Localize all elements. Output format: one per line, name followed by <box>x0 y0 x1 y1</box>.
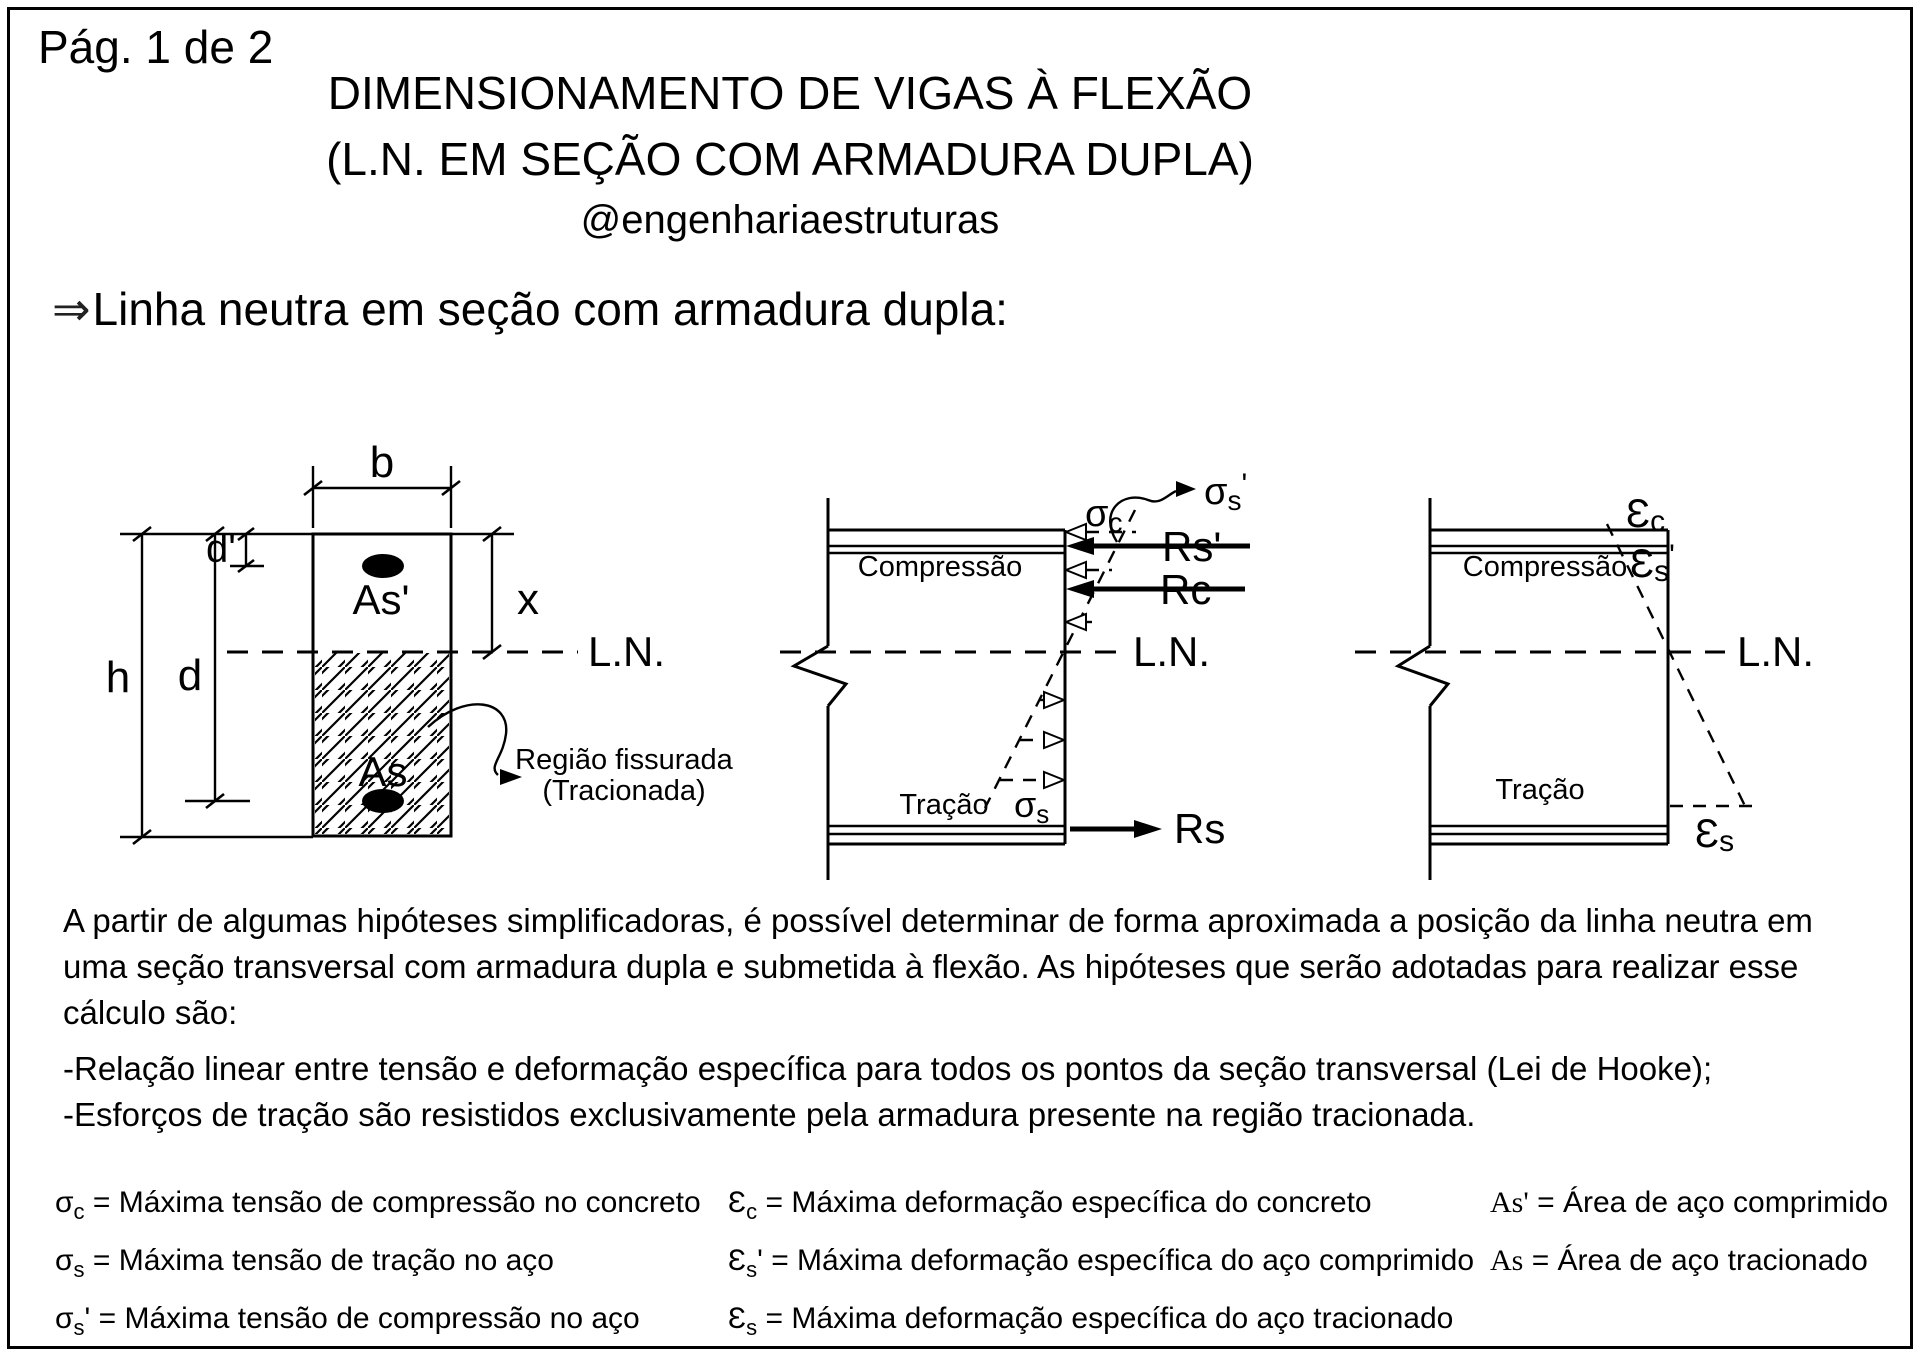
dim-h-label: h <box>105 653 131 702</box>
hypothesis-item: -Esforços de tração são resistidos exclusivamente pela armadura presente na região tracionada. <box>63 1096 1476 1133</box>
diagram-band <box>0 350 1920 910</box>
sigma-s-prime-label: σs' <box>1204 468 1248 516</box>
rs-label: Rs <box>1174 805 1226 852</box>
tension-stress-arrows <box>1000 692 1064 788</box>
implies-arrow-icon: ⇒ <box>52 283 91 335</box>
dim-d-label: d <box>177 651 203 700</box>
compression-label: Compressão <box>857 551 1023 583</box>
dim-x <box>451 527 514 659</box>
section-heading <box>52 282 1008 336</box>
section-heading-text: Linha neutra em seção com armadura dupla: <box>92 283 1008 335</box>
paragraph-line: A partir de algumas hipóteses simplificadoras, é possível determinar de forma aproximada a posição da linha neutra em <box>63 902 1813 939</box>
strain-diagram <box>1355 492 1814 880</box>
hypothesis-item: -Relação linear entre tensão e deformação específica para todos os pontos da seção transversal (Lei de Hooke); <box>63 1050 1713 1087</box>
neutral-axis-label: L.N. <box>1737 628 1815 675</box>
rs-prime-label: Rs' <box>1162 523 1222 570</box>
legend-entry: $\sigma_c$ = Máxima tensão de compressão no concreto <box>55 1186 701 1224</box>
stress-diagram <box>780 468 1250 880</box>
intro-paragraph <box>63 898 1873 1036</box>
cross-section-diagram <box>106 438 734 844</box>
author-handle: @engenhariaestruturas <box>580 198 1000 242</box>
rebar-bottom-label: As <box>358 748 408 795</box>
rc-arrowhead <box>1066 580 1094 598</box>
rebar-top-label: As' <box>352 576 410 623</box>
hypotheses-list <box>63 1046 1873 1138</box>
eps-s-prime-label: Ɛs' <box>1630 539 1675 588</box>
break-symbol <box>794 646 846 706</box>
neutral-axis-label: L.N. <box>588 628 666 675</box>
cracked-region-label-1: Região fissurada <box>515 744 733 776</box>
dim-x-label: x <box>517 575 539 624</box>
rebar-top <box>362 554 404 578</box>
rs-arrowhead <box>1134 820 1162 838</box>
rs-prime-arrowhead <box>1066 537 1094 555</box>
tension-label: Tração <box>1495 774 1585 806</box>
dim-d-prime-label: d' <box>206 527 236 571</box>
sigma-s-prime-arrowhead <box>1176 481 1196 497</box>
dim-h <box>120 527 313 844</box>
eps-s-label: Ɛs <box>1695 812 1735 858</box>
legend-entry: $Ɛ_s$ = Máxima deformação específica do aço tracionado <box>728 1302 1454 1340</box>
sigma-c-label: σc <box>1085 493 1123 538</box>
doc-subtitle: (L.N. EM SEÇÃO COM ARMADURA DUPLA) <box>326 133 1254 185</box>
legend-entry: $\sigma_s'$ = Máxima tensão de compressão no aço <box>55 1302 640 1340</box>
paragraph-line: uma seção transversal com armadura dupla e submetida à flexão. As hipóteses que serão adotadas para realizar esse <box>63 948 1799 985</box>
cracked-region-label-2: (Tracionada) <box>542 775 706 807</box>
break-symbol <box>1398 646 1448 706</box>
doc-title: DIMENSIONAMENTO DE VIGAS À FLEXÃO <box>327 67 1253 119</box>
legend-entry: $Ɛ_c$ = Máxima deformação específica do concreto <box>728 1186 1372 1224</box>
neutral-axis-label: L.N. <box>1133 628 1211 675</box>
dim-b-label: b <box>369 438 395 487</box>
compression-label: Compressão <box>1462 551 1628 583</box>
rc-label: Rc <box>1160 566 1212 613</box>
legend-entry: As = Área de aço tracionado <box>1490 1244 1868 1277</box>
legend-entry: $Ɛ_s'$ = Máxima deformação específica do aço comprimido <box>728 1244 1475 1282</box>
sigma-s-label: σs <box>1014 784 1050 829</box>
legend-entry: $\sigma_s$ = Máxima tensão de tração no aço <box>55 1244 554 1282</box>
legend-entry: As' = Área de aço comprimido <box>1490 1186 1889 1219</box>
page-number: Pág. 1 de 2 <box>38 21 274 73</box>
paragraph-line: cálculo são: <box>63 994 238 1031</box>
strain-profile <box>1607 524 1745 806</box>
eps-c-label: Ɛc <box>1626 492 1666 538</box>
tension-label: Tração <box>899 789 989 821</box>
